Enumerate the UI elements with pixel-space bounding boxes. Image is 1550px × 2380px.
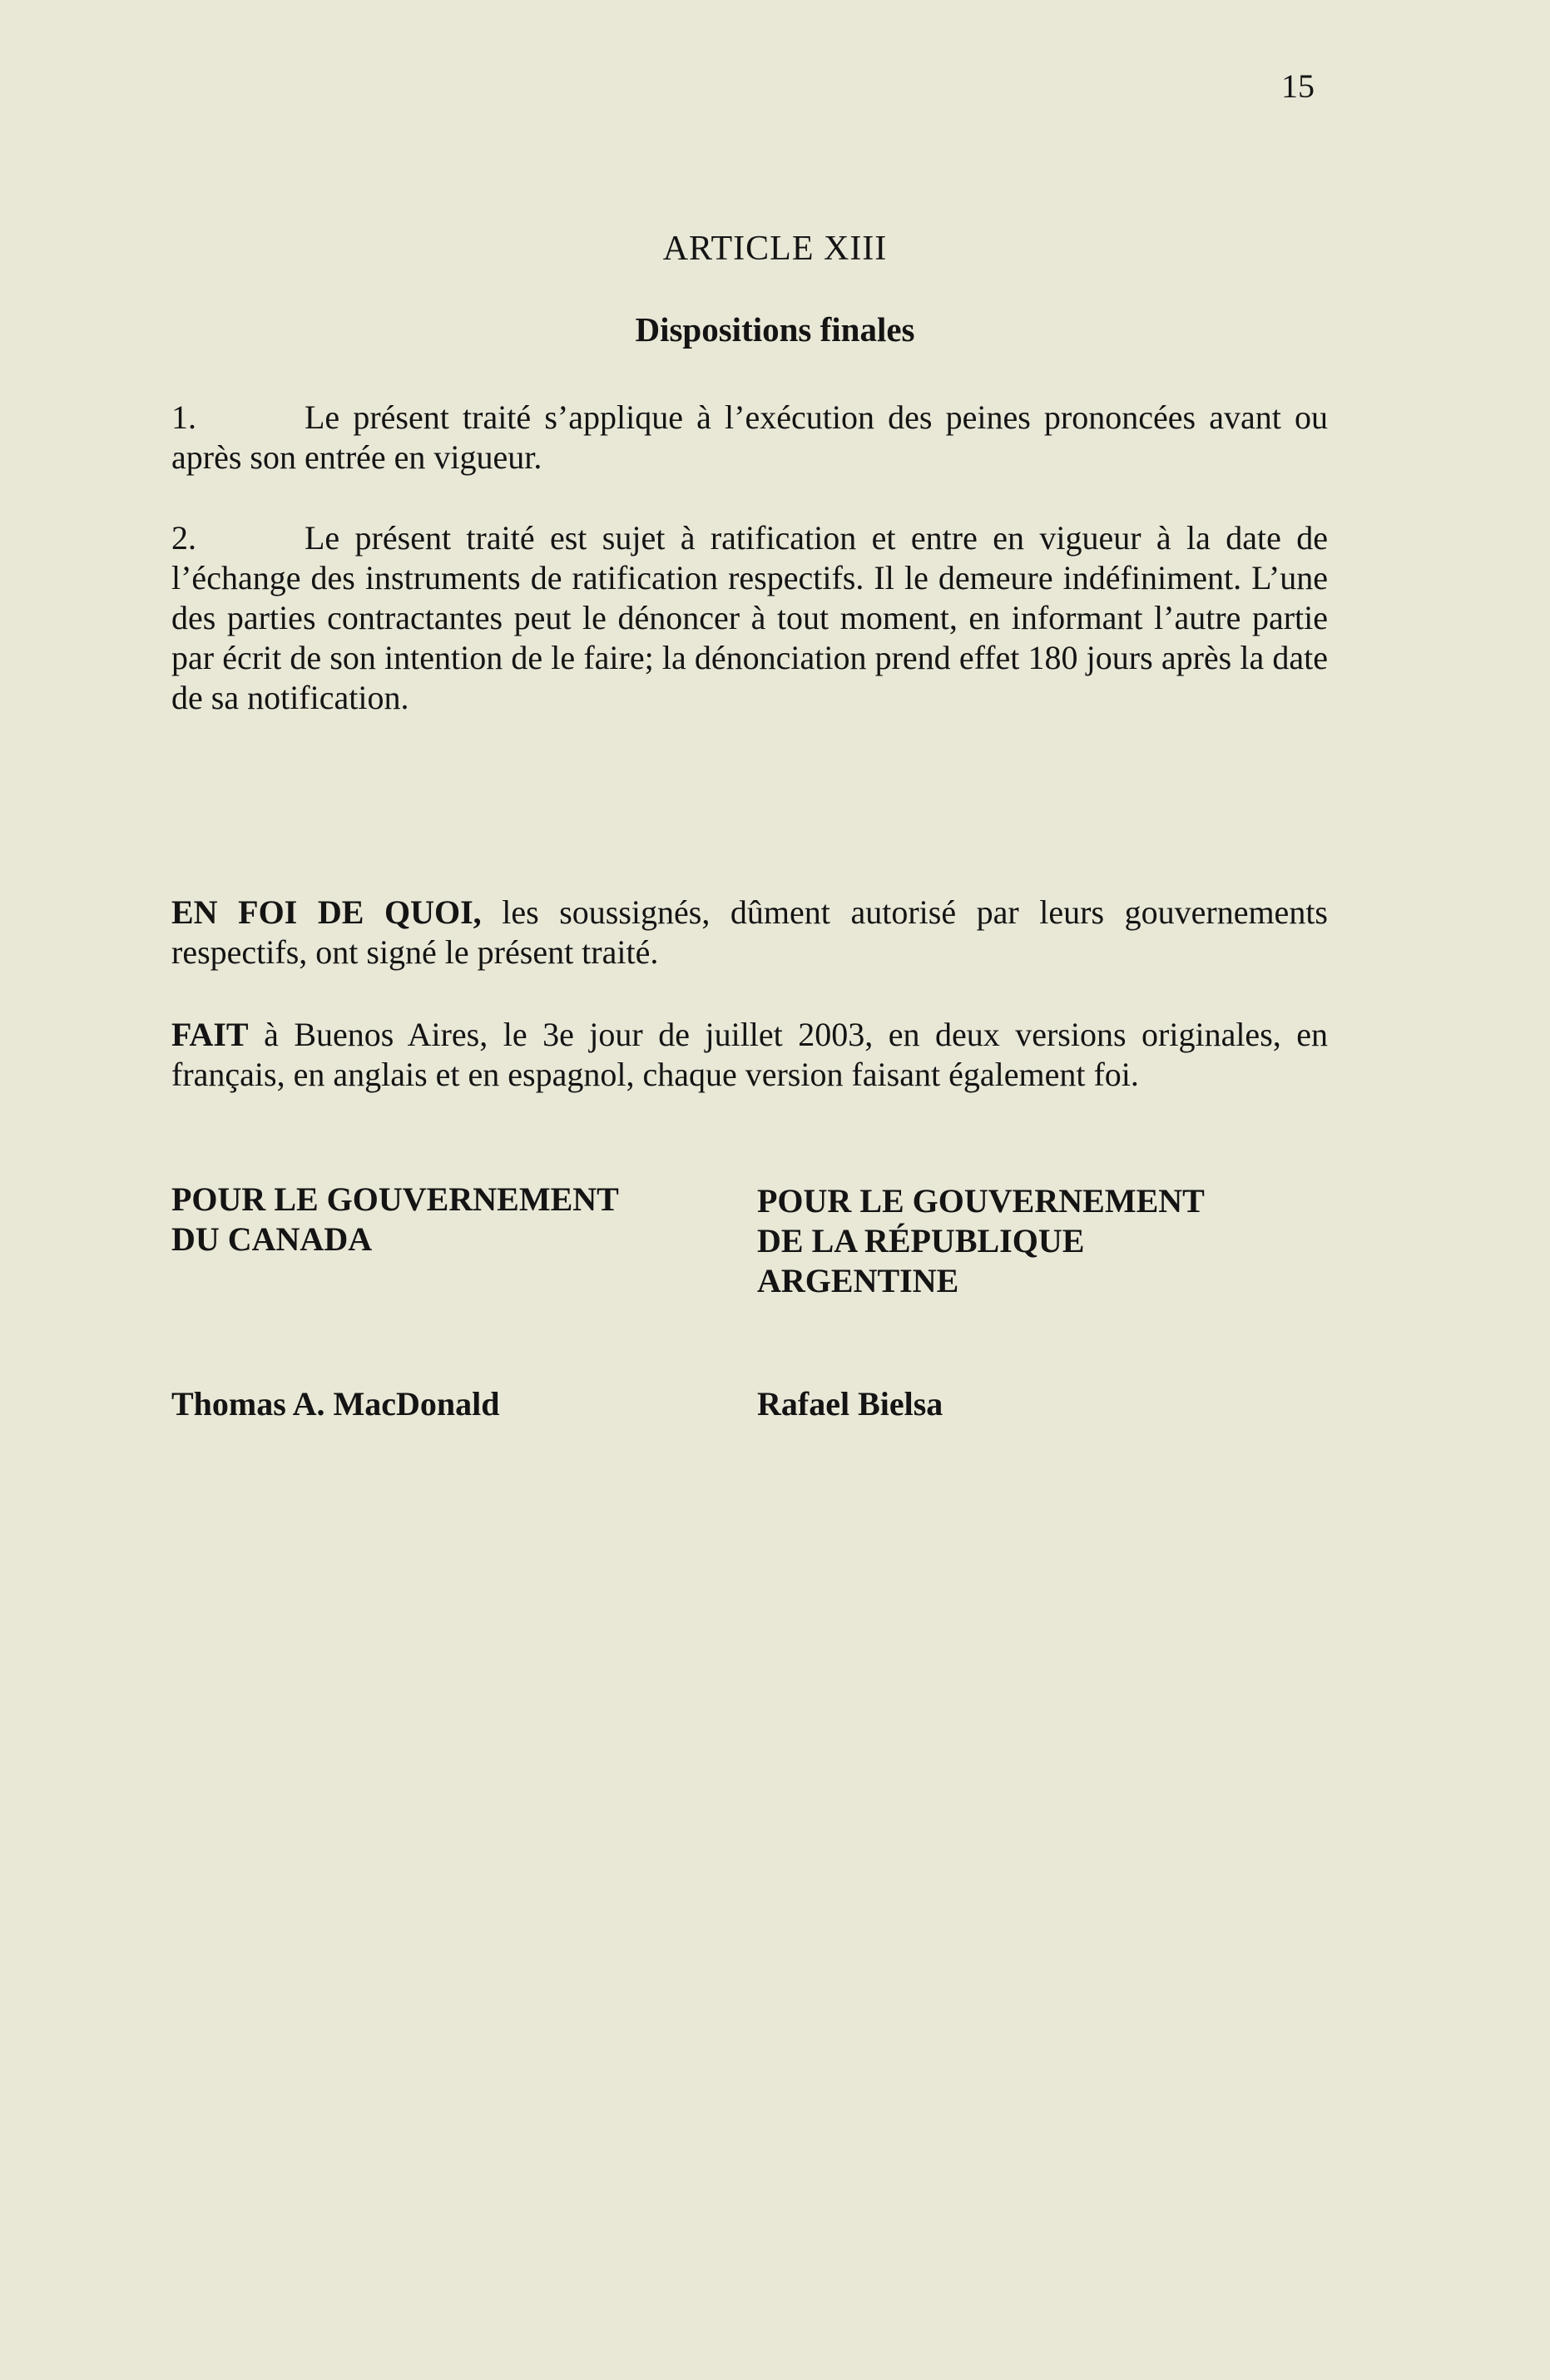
article-title: ARTICLE XIII: [662, 230, 888, 268]
paragraph-number: 1.: [171, 398, 196, 436]
signer-name-argentina: Rafael Bielsa: [757, 1385, 943, 1423]
paragraph-1: [171, 398, 1328, 477]
done-text: à Buenos Aires, le 3e jour de juillet 2003, en deux versions originales, en français, en anglais et en espagnol, chaque version faisant également foi.: [171, 1016, 1328, 1093]
signature-line: DE LA RÉPUBLIQUE: [757, 1222, 1085, 1259]
done-clause: [171, 1015, 1328, 1095]
article-subtitle: Dispositions finales: [635, 310, 915, 349]
signature-line: POUR LE GOUVERNEMENT: [171, 1180, 619, 1218]
signer-name-canada: Thomas A. MacDonald: [171, 1385, 500, 1423]
paragraph-text: Le présent traité s’applique à l’exécution des peines prononcées avant ou après son entrée en vigueur.: [171, 398, 1328, 476]
paragraph-text: Le présent traité est sujet à ratification et entre en vigueur à la date de l’échange des instruments de ratification respectifs. Il le demeure indéfiniment. L’une des parties contractantes peut le dénoncer à tout moment, en informant l’autre partie par écrit de son intention de le faire; la dénonciation prend effet 180 jours après la date de sa notification.: [171, 519, 1328, 716]
done-lead: FAIT: [171, 1016, 249, 1053]
witness-lead: EN FOI DE QUOI,: [171, 893, 482, 931]
witness-clause: [171, 893, 1328, 972]
signature-line: POUR LE GOUVERNEMENT: [757, 1182, 1205, 1220]
witness-text: les soussignés, dûment autorisé par leurs gouvernements respectifs, ont signé le présent traité.: [171, 893, 1328, 971]
paragraph-number: 2.: [171, 519, 196, 557]
page-number: 15: [1281, 67, 1315, 105]
signature-block-canada: [171, 1180, 737, 1259]
signature-line: ARGENTINE: [757, 1262, 959, 1299]
paragraph-2: [171, 518, 1328, 718]
signature-line: DU CANADA: [171, 1220, 373, 1258]
signature-block-argentina: [757, 1181, 1340, 1301]
